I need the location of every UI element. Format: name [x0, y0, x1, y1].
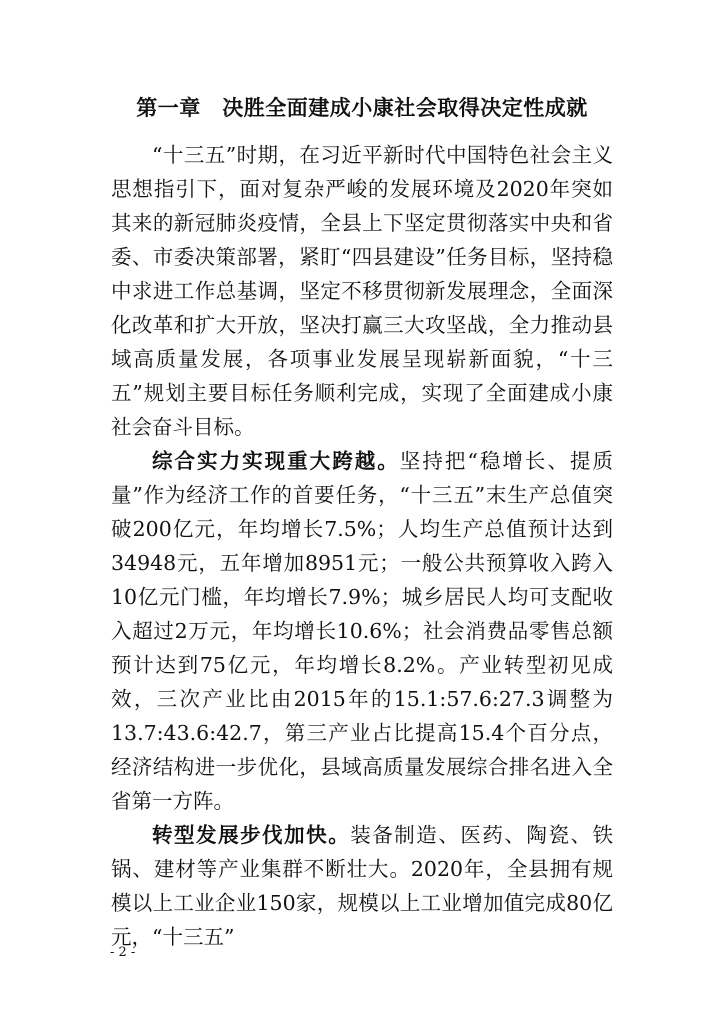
paragraph-comprehensive-strength: [111, 444, 613, 818]
page-number: - 2 -: [110, 945, 136, 960]
body-text: [111, 138, 613, 954]
paragraph-body-text: 装备制造、医药、陶瓷、铁锅、建材等产业集群不断壮大。2020年，全县拥有规模以上工业企业150家，规模以上工业增加值完成80亿元，“十三五”: [111, 823, 614, 949]
paragraph-lead-heading: 转型发展步伐加快。: [152, 823, 351, 847]
paragraph-transformation: [111, 818, 613, 954]
paragraph-lead-heading: 综合实力实现重大跨越。: [152, 449, 400, 473]
paragraph-body-text: 坚持把“稳增长、提质量”作为经济工作的首要任务，“十三五”末生产总值突破200亿元，年均增长7.5%；人均生产总值预计达到34948元，五年增加8951元；一般公共预算收入跨入10亿元门槛，年均增长7.9%；城乡居民人均可支配收入超过2万元，年均增长10.6%；社会消费品零售总额预计达到75亿元，年均增长8.2%。产业转型初见成效，三次产业比由2015年的15.1:57.6:27.3调整为13.7:43.6:42.7，第三产业占比提高15.4个百分点，经济结构进一步优化，县域高质量发展综合排名进入全省第一方阵。: [111, 449, 614, 813]
paragraph-intro: [111, 138, 613, 444]
paragraph-intro-text: “十三五”时期，在习近平新时代中国特色社会主义思想指引下，面对复杂严峻的发展环境及2020年突如其来的新冠肺炎疫情，全县上下坚定贯彻落实中央和省委、市委决策部署，紧盯“四县建设”任务目标，坚持稳中求进工作总基调，坚定不移贯彻新发展理念，全面深化改革和扩大开放，坚决打赢三大攻坚战，全力推动县域高质量发展，各项事业发展呈现崭新面貌，“十三五”规划主要目标任务顺利完成，实现了全面建成小康社会奋斗目标。: [111, 143, 613, 439]
chapter-title: 第一章 决胜全面建成小康社会取得决定性成就: [136, 96, 588, 120]
